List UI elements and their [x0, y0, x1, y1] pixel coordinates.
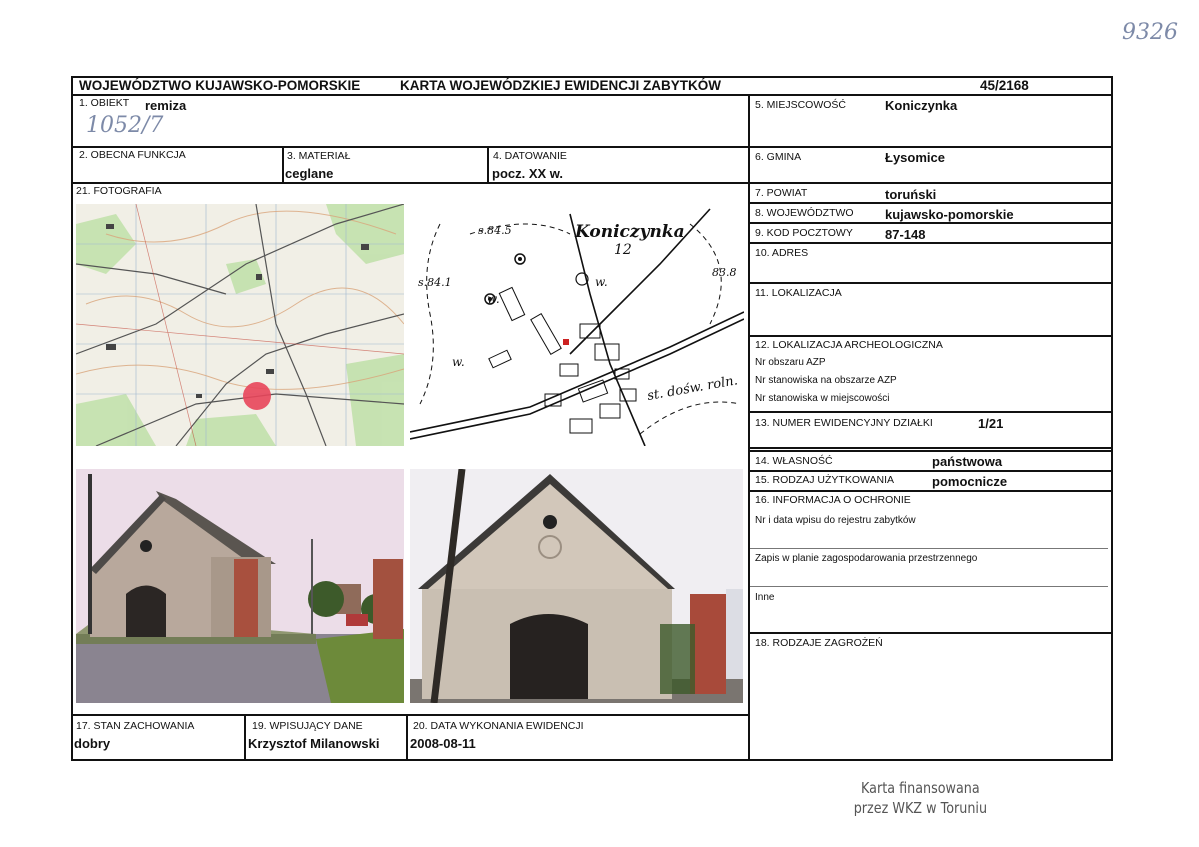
arch-row-stanowisko-miejscowosc: Nr stanowiska w miejscowości	[755, 393, 890, 404]
label-arch: 12. LOKALIZACJA ARCHEOLOGICZNA	[755, 339, 943, 351]
map-label-w3: w.	[452, 355, 465, 369]
value-data: 2008-08-11	[410, 736, 476, 751]
label-powiat: 7. POWIAT	[755, 187, 808, 199]
building-photo-2-drawing	[410, 469, 743, 703]
map-label-spot1: s.84.5	[478, 224, 512, 237]
label-obiekt: 1. OBIEKT	[79, 97, 130, 109]
label-miejscowosc: 5. MIEJSCOWOŚĆ	[755, 99, 847, 111]
ochrona-divider-1	[750, 548, 1108, 549]
value-gmina: Łysomice	[885, 150, 945, 165]
topographic-map-image	[76, 204, 404, 446]
value-stan: dobry	[74, 736, 111, 751]
topographic-map-drawing	[76, 204, 404, 446]
label-fotografia: 21. FOTOGRAFIA	[76, 185, 162, 197]
map-label-farm: st. dośw. roln.	[646, 373, 739, 404]
handwritten-archive-number: 9326	[1122, 20, 1178, 45]
ochrona-divider-2	[750, 586, 1108, 587]
header-region: WOJEWÓDZTWO KUJAWSKO-POMORSKIE	[79, 78, 361, 93]
value-wlasnosc: państwowa	[932, 454, 1003, 469]
ochrona-inne: Inne	[755, 592, 775, 603]
header-card-number: 45/2168	[980, 78, 1029, 93]
ochrona-plan: Zapis w planie zagospodarowania przestrzennego	[755, 553, 978, 564]
map-label-w1: w.	[487, 292, 500, 306]
building-photo-1-drawing	[76, 469, 404, 703]
label-lokalizacja: 11. LOKALIZACJA	[755, 287, 842, 299]
label-kod: 9. KOD POCZTOWY	[755, 227, 853, 239]
label-material: 3. MATERIAŁ	[287, 150, 351, 162]
building-photo-2	[410, 469, 743, 703]
label-funkcja: 2. OBECNA FUNKCJA	[79, 149, 186, 161]
map-label-spot2: s.84.1	[418, 276, 452, 289]
ochrona-rejestr: Nr i data wpisu do rejestru zabytków	[755, 515, 916, 526]
value-powiat: toruński	[885, 187, 937, 202]
value-dzialka: 1/21	[978, 416, 1004, 431]
label-uzytkowanie: 15. RODZAJ UŻYTKOWANIA	[755, 474, 895, 486]
label-ochrona: 16. INFORMACJA O OCHRONIE	[755, 494, 911, 506]
label-adres: 10. ADRES	[755, 247, 809, 259]
label-zagrozenia: 18. RODZAJE ZAGROŻEŃ	[755, 637, 883, 649]
label-gmina: 6. GMINA	[755, 151, 802, 163]
value-wojewodztwo: kujawsko-pomorskie	[885, 207, 1014, 222]
label-data: 20. DATA WYKONANIA EWIDENCJI	[413, 720, 584, 732]
label-wojewodztwo: 8. WOJEWÓDZTWO	[755, 207, 854, 219]
handwritten-obiekt-number: 1052/7	[86, 113, 164, 138]
cadastral-map-drawing	[410, 204, 744, 446]
value-datowanie: pocz. XX w.	[492, 166, 564, 181]
cadastral-map-image	[410, 204, 744, 446]
building-photo-1	[76, 469, 404, 703]
label-dzialka: 13. NUMER EWIDENCYJNY DZIAŁKI	[755, 417, 933, 429]
financing-stamp	[846, 778, 995, 818]
header-title: KARTA WOJEWÓDZKIEJ EWIDENCJI ZABYTKÓW	[400, 78, 721, 93]
value-miejscowosc: Koniczynka	[885, 98, 958, 113]
map-label-number: 12	[614, 242, 632, 258]
label-wlasnosc: 14. WŁASNOŚĆ	[755, 455, 833, 467]
label-datowanie: 4. DATOWANIE	[493, 150, 567, 162]
value-obiekt: remiza	[145, 98, 187, 113]
map-label-w2: w.	[595, 275, 608, 289]
stamp-line-1: Karta finansowana	[861, 779, 980, 797]
map-label-village: Koniczynka	[575, 222, 685, 242]
label-stan: 17. STAN ZACHOWANIA	[76, 720, 195, 732]
stamp-line-2: przez WKZ w Toruniu	[853, 799, 988, 817]
label-wpisujacy: 19. WPISUJĄCY DANE	[252, 720, 363, 732]
arch-row-stanowisko-azp: Nr stanowiska na obszarze AZP	[755, 375, 897, 386]
value-uzytkowanie: pomocnicze	[932, 474, 1008, 489]
arch-row-obszar: Nr obszaru AZP	[755, 357, 826, 368]
field-zagrozenia	[748, 632, 1113, 761]
map-label-height: 83.8	[712, 266, 737, 279]
value-kod: 87-148	[885, 227, 926, 242]
value-material: ceglane	[285, 166, 334, 181]
value-wpisujacy: Krzysztof Milanowski	[248, 736, 380, 751]
